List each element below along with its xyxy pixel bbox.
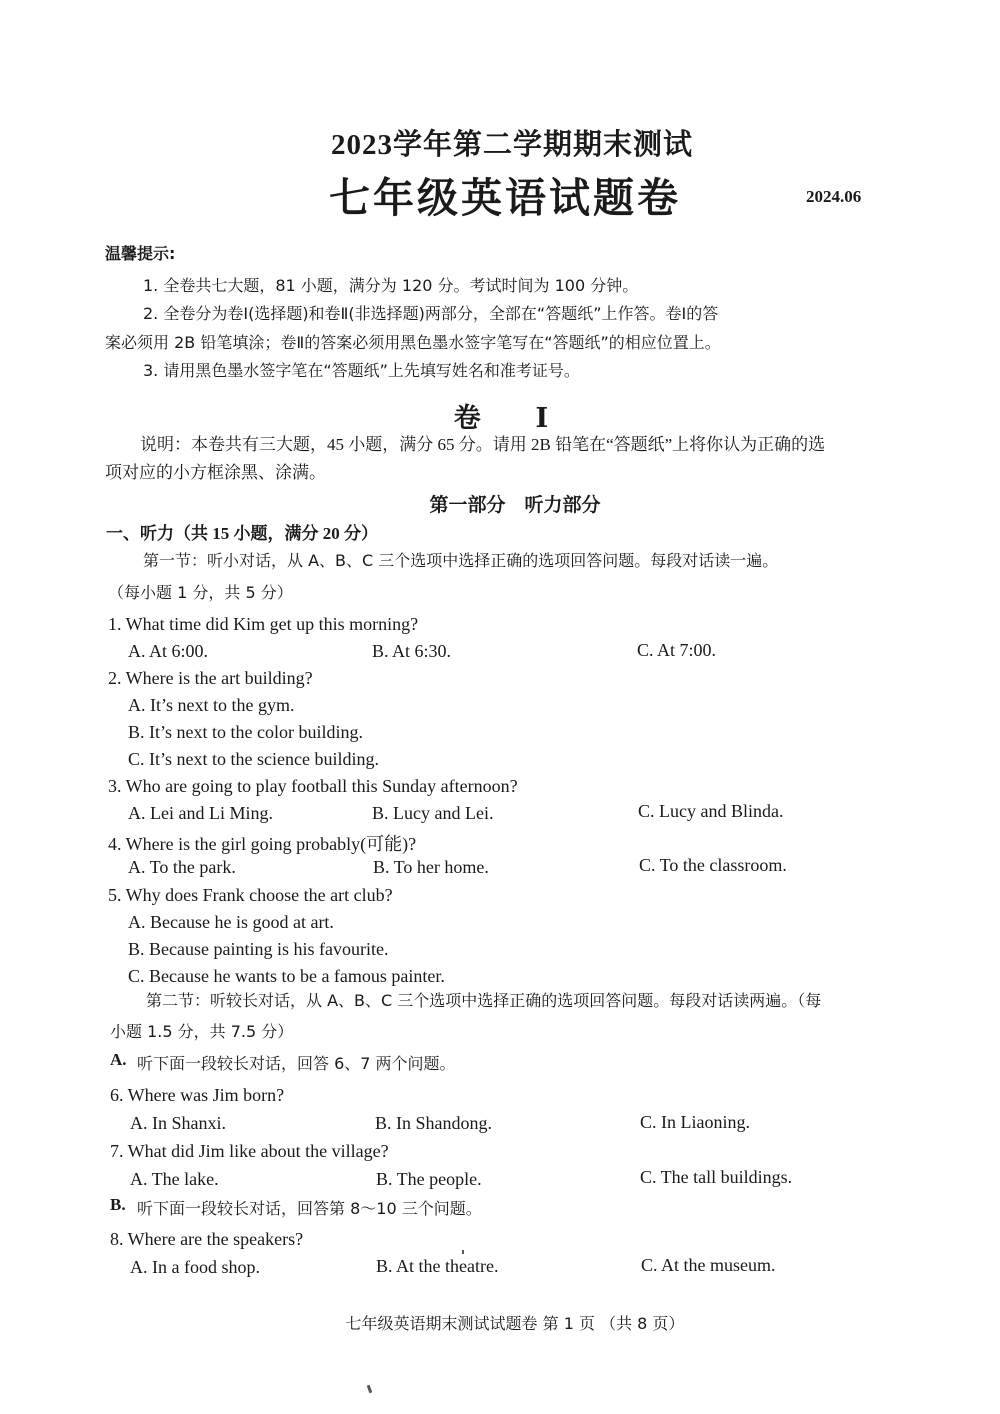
option-a: A. In a food shop. [130, 1257, 260, 1277]
option-a: A. The lake. [130, 1169, 219, 1189]
scan-speck [367, 1385, 373, 1394]
option-b: B. In Shandong. [375, 1113, 492, 1133]
option-c: C. At the museum. [641, 1255, 776, 1275]
volume-note-line2: 项对应的小方框涂黑、涂满。 [105, 463, 326, 482]
option-b: B. At the theatre. [376, 1256, 499, 1276]
group-a-instruction: 听下面一段较长对话，回答 6、7 两个问题。 [137, 1054, 456, 1073]
group-b-label: B. [110, 1195, 126, 1214]
group-b-instruction: 听下面一段较长对话，回答第 8～10 三个问题。 [137, 1199, 482, 1218]
sub-section-2-line1: 第二节：听较长对话，从 A、B、C 三个选项中选择正确的选项回答问题。每段对话读两遍。（每 [146, 991, 822, 1010]
option-c: C. Because he wants to be a famous painter. [128, 966, 445, 986]
sub-section-1-line2: （每小题 1 分，共 5 分） [108, 583, 293, 602]
option-b: B. At 6:30. [372, 641, 452, 661]
question-stem: 5. Why does Frank choose the art club? [108, 885, 393, 905]
option-b: B. The people. [376, 1169, 482, 1189]
option-b: B. It’s next to the color building. [128, 722, 363, 742]
option-c: C. Lucy and Blinda. [638, 801, 784, 821]
option-c: C. In Liaoning. [640, 1112, 750, 1132]
listening-section-heading: 一、听力（共 15 小题，满分 20 分） [106, 524, 378, 543]
option-c: C. It’s next to the science building. [128, 749, 379, 769]
volume-title: 卷 Ⅰ [453, 403, 573, 433]
question-stem: 7. What did Jim like about the village? [110, 1141, 389, 1161]
tips-heading: 温馨提示: [105, 244, 176, 263]
option-a: A. Lei and Li Ming. [128, 803, 273, 823]
exam-date: 2024.06 [806, 187, 862, 206]
tip-item-2: 2. 全卷分为卷Ⅰ(选择题)和卷Ⅱ(非选择题)两部分，全部在“答题纸”上作答。卷Ⅰ的答 [143, 304, 719, 323]
exam-title-line1: 2023学年第二学期期末测试 [330, 129, 693, 161]
option-c: C. At 7:00. [637, 640, 717, 660]
tip-item-2-cont: 案必须用 2B 铅笔填涂；卷Ⅱ的答案必须用黑色墨水签字笔写在“答题纸”的相应位置上。 [105, 333, 721, 352]
tip-item-3: 3. 请用黑色墨水签字笔在“答题纸”上先填写姓名和准考证号。 [143, 361, 580, 380]
part1-title: 第一部分 听力部分 [429, 495, 601, 516]
question-stem: 2. Where is the art building? [108, 668, 313, 688]
group-a-label: A. [110, 1050, 127, 1069]
option-b: B. Because painting is his favourite. [128, 939, 389, 959]
sub-section-2-line2: 小题 1.5 分，共 7.5 分） [110, 1022, 294, 1041]
option-a: A. At 6:00. [128, 641, 209, 661]
option-c: C. The tall buildings. [640, 1167, 793, 1187]
option-b: B. Lucy and Lei. [372, 803, 494, 823]
option-b: B. To her home. [373, 857, 489, 877]
sub-section-1-line1: 第一节：听小对话，从 A、B、C 三个选项中选择正确的选项回答问题。每段对话读一遍。 [143, 551, 779, 570]
volume-note-line1: 说明：本卷共有三大题，45 小题，满分 65 分。请用 2B 铅笔在“答题纸”上将你认为正确的选 [140, 435, 826, 454]
option-a: A. In Shanxi. [130, 1113, 226, 1133]
page-footer: 七年级英语期末测试试题卷 第 1 页 （共 8 页） [345, 1314, 685, 1333]
option-a: A. Because he is good at art. [128, 912, 334, 932]
question-stem: 1. What time did Kim get up this morning? [108, 614, 419, 634]
option-c: C. To the classroom. [639, 855, 787, 875]
scan-speck [462, 1250, 464, 1254]
tip-item-1: 1. 全卷共七大题，81 小题，满分为 120 分。考试时间为 100 分钟。 [143, 276, 639, 295]
option-a: A. To the park. [128, 857, 236, 877]
question-stem: 8. Where are the speakers? [110, 1229, 304, 1249]
question-stem: 6. Where was Jim born? [110, 1085, 285, 1105]
question-stem: 4. Where is the girl going probably(可能)? [108, 834, 417, 854]
option-a: A. It’s next to the gym. [128, 695, 295, 715]
question-stem: 3. Who are going to play football this Sunday afternoon? [108, 776, 518, 796]
exam-title-line2: 七年级英语试题卷 [329, 175, 681, 221]
